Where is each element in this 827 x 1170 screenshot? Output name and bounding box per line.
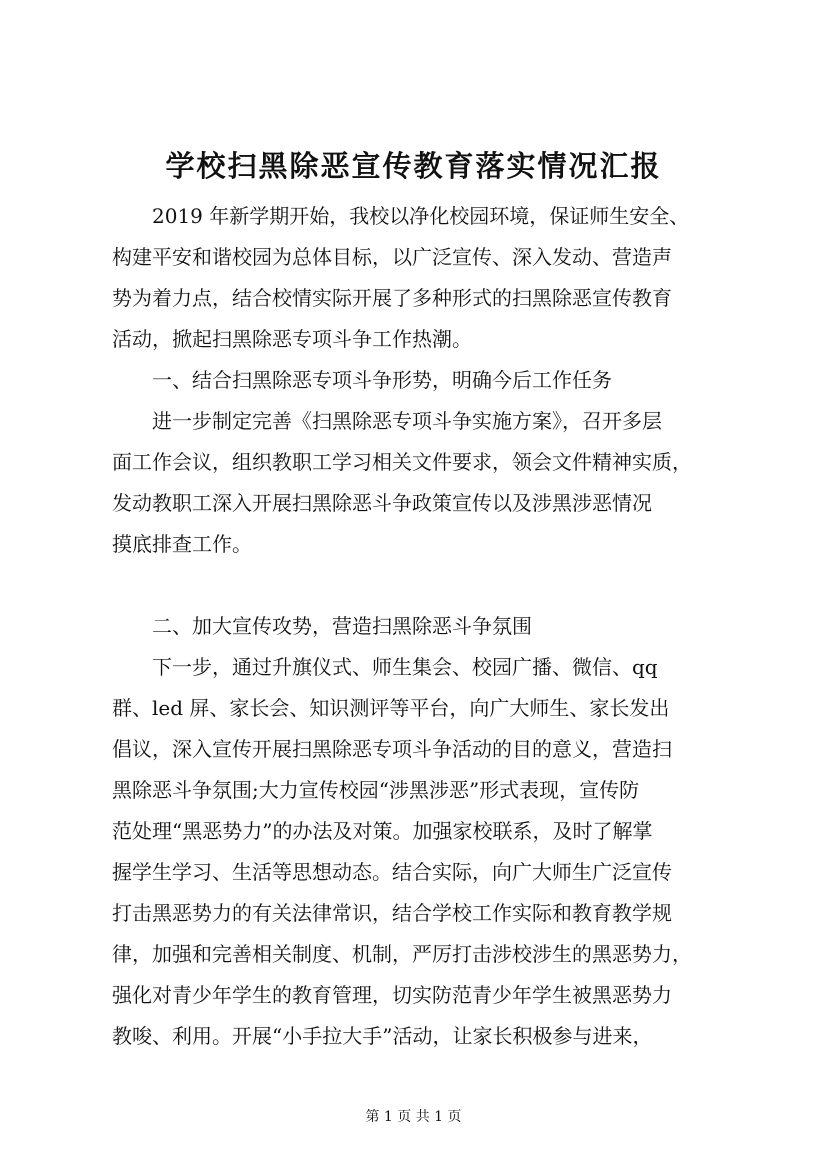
paragraph-line: 摸底排查工作。: [112, 532, 252, 556]
paragraph-line: 强化对青少年学生的教育管理，切实防范青少年学生被黑恶势力: [112, 983, 672, 1007]
document-body: [112, 196, 726, 1057]
paragraph-line: 发动教职工深入开展扫黑除恶斗争政策宣传以及涉黑涉恶情况: [112, 491, 652, 515]
paragraph-line: 握学生学习、生活等思想动态。结合实际，向广大师生广泛宣传: [112, 860, 672, 884]
paragraph-line: 打击黑恶势力的有关法律常识，结合学校工作实际和教育教学规: [112, 901, 672, 925]
paragraph-line: 进一步制定完善《扫黑除恶专项斗争实施方案》，召开多层: [112, 409, 662, 433]
paragraph-line: 范处理“黑恶势力”的办法及对策。加强家校联系，及时了解掌: [112, 819, 653, 843]
paragraph-line: 势为着力点，结合校情实际开展了多种形式的扫黑除恶宣传教育: [112, 286, 672, 310]
paragraph-line: 活动，掀起扫黑除恶专项斗争工作热潮。: [112, 327, 472, 351]
paragraph-line: 倡议，深入宣传开展扫黑除恶专项斗争活动的目的意义，营造扫: [112, 737, 672, 761]
paragraph-line: 下一步，通过升旗仪式、师生集会、校园广播、微信、qq: [112, 655, 658, 679]
paragraph-line: 构建平安和谐校园为总体目标，以广泛宣传、深入发动、营造声: [112, 245, 672, 269]
paragraph-gap: [112, 565, 726, 606]
page-footer: 第 1 页 共 1 页: [365, 1109, 462, 1125]
paragraph-line: 教唆、利用。开展“小手拉大手”活动，让家长积极参与进来，: [112, 1024, 653, 1048]
section-heading: 二、加大宣传攻势，营造扫黑除恶斗争氛围: [112, 614, 532, 638]
paragraph-line: 律，加强和完善相关制度、机制，严厉打击涉校涉生的黑恶势力，: [112, 942, 692, 966]
paragraph-line: 群、led 屏、家长会、知识测评等平台，向广大师生、家长发出: [112, 696, 670, 720]
page-title: 学校扫黑除恶宣传教育落实情况汇报: [165, 149, 662, 183]
paragraph-line: 面工作会议，组织教职工学习相关文件要求，领会文件精神实质，: [112, 450, 692, 474]
paragraph-line: 2019 年新学期开始，我校以净化校园环境，保证师生安全、: [112, 204, 690, 228]
paragraph-line: 黑除恶斗争氛围;大力宣传校园“涉黑涉恶”形式表现，宣传防: [112, 778, 640, 802]
section-heading: 一、结合扫黑除恶专项斗争形势，明确今后工作任务: [112, 368, 612, 392]
